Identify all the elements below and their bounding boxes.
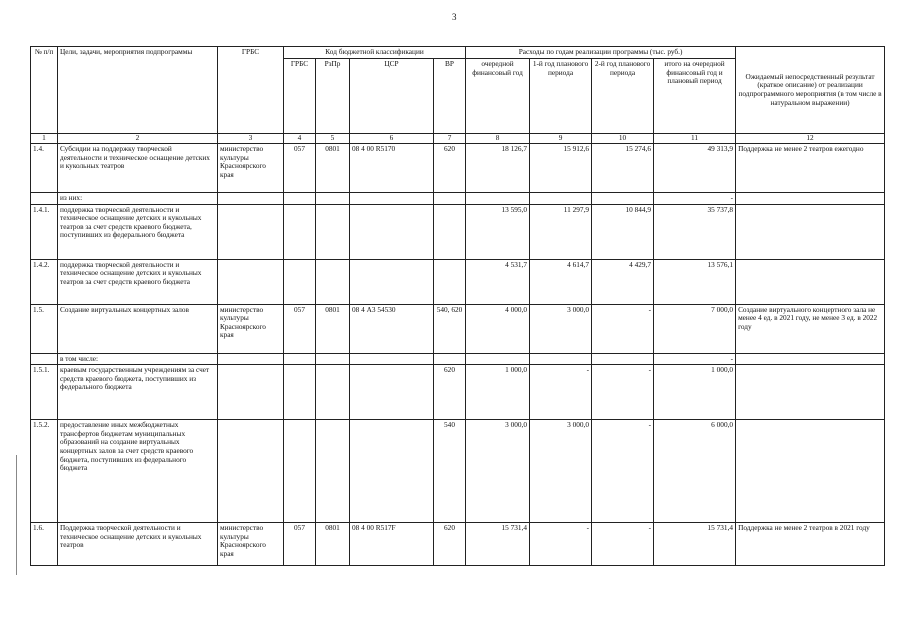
row-first-year [530, 193, 592, 205]
row-total: 35 737,8 [654, 204, 736, 259]
row-grbs: министерство культуры Красноярского края [218, 523, 284, 566]
row-grbs [218, 259, 284, 304]
row-grbs-code [284, 365, 316, 420]
row-number: 1.4.2. [31, 259, 58, 304]
header-total: итого на очередной финансовый год и плановый период [654, 59, 736, 134]
header-expenses: Расходы по годам реализации программы (тыс. руб.) [466, 47, 736, 59]
row-total: 15 731,4 [654, 523, 736, 566]
col-number: 1 [31, 134, 58, 144]
row-name: краевым государственным учреждениям за счет средств краевого бюджета, поступивших из федерального бюджета [58, 365, 218, 420]
row-grbs-code: 057 [284, 304, 316, 353]
row-number: 1.6. [31, 523, 58, 566]
row-result [736, 353, 885, 365]
col-number: 11 [654, 134, 736, 144]
row-grbs-code [284, 259, 316, 304]
row-rzpr: 0801 [316, 304, 350, 353]
row-csr [350, 259, 434, 304]
row-rzpr: 0801 [316, 523, 350, 566]
row-result: Поддержка не менее 2 театров ежегодно [736, 144, 885, 193]
header-vr: ВР [434, 59, 466, 134]
header-grbs-code: ГРБС [284, 59, 316, 134]
table-row [31, 365, 885, 420]
row-current-year: 4 531,7 [466, 259, 530, 304]
row-number [31, 353, 58, 365]
table-row [31, 353, 885, 365]
table-row [31, 204, 885, 259]
row-total: 7 000,0 [654, 304, 736, 353]
row-vr [434, 259, 466, 304]
col-number: 12 [736, 134, 885, 144]
header-rzpr: РзПр [316, 59, 350, 134]
row-number: 1.5.2. [31, 420, 58, 523]
row-second-year: 15 274,6 [592, 144, 654, 193]
row-number [31, 193, 58, 205]
row-second-year: - [592, 365, 654, 420]
row-name: предоставление иных межбюджетных трансфертов бюджетам муниципальных образований на создание виртуальных концертных залов за счет средств краевого бюджета, поступивших из федерального бюджета [58, 420, 218, 523]
row-rzpr [316, 420, 350, 523]
row-grbs [218, 420, 284, 523]
row-result [736, 204, 885, 259]
header-no: № п/п [31, 47, 58, 134]
row-current-year [466, 353, 530, 365]
col-number: 4 [284, 134, 316, 144]
page-number: 3 [452, 12, 457, 22]
row-rzpr [316, 259, 350, 304]
program-table [30, 46, 885, 566]
row-result: Поддержка не менее 2 театров в 2021 году [736, 523, 885, 566]
row-number: 1.4. [31, 144, 58, 193]
row-rzpr: 0801 [316, 144, 350, 193]
row-current-year: 3 000,0 [466, 420, 530, 523]
col-number: 8 [466, 134, 530, 144]
row-vr [434, 193, 466, 205]
row-rzpr [316, 365, 350, 420]
row-total: 1 000,0 [654, 365, 736, 420]
col-number: 3 [218, 134, 284, 144]
col-number: 6 [350, 134, 434, 144]
row-vr: 620 [434, 144, 466, 193]
table-row [31, 523, 885, 566]
row-first-year: 3 000,0 [530, 304, 592, 353]
row-total: 13 576,1 [654, 259, 736, 304]
col-number: 10 [592, 134, 654, 144]
row-name: из них: [58, 193, 218, 205]
row-rzpr [316, 193, 350, 205]
row-csr [350, 193, 434, 205]
row-number: 1.5.1. [31, 365, 58, 420]
header-grbs: ГРБС [218, 47, 284, 134]
row-grbs-code [284, 420, 316, 523]
row-current-year [466, 193, 530, 205]
row-grbs-code: 057 [284, 144, 316, 193]
header-current-year: очередной финансовый год [466, 59, 530, 134]
row-csr: 08 4 А3 54530 [350, 304, 434, 353]
row-current-year: 15 731,4 [466, 523, 530, 566]
row-grbs [218, 365, 284, 420]
row-total: 49 313,9 [654, 144, 736, 193]
row-grbs: министерство культуры Красноярского края [218, 304, 284, 353]
col-number: 5 [316, 134, 350, 144]
row-name: Субсидии на поддержку творческой деятельности и техническое оснащение детских и кукольных театров [58, 144, 218, 193]
row-grbs [218, 204, 284, 259]
header-first-year: 1-й год планового периода [530, 59, 592, 134]
row-current-year: 1 000,0 [466, 365, 530, 420]
row-first-year: 4 614,7 [530, 259, 592, 304]
row-first-year: - [530, 365, 592, 420]
row-result [736, 193, 885, 205]
row-total: - [654, 193, 736, 205]
row-csr [350, 365, 434, 420]
row-second-year: 10 844,9 [592, 204, 654, 259]
row-second-year [592, 193, 654, 205]
row-rzpr [316, 353, 350, 365]
row-grbs-code [284, 353, 316, 365]
header-second-year: 2-й год планового периода [592, 59, 654, 134]
col-number: 2 [58, 134, 218, 144]
row-current-year: 18 126,7 [466, 144, 530, 193]
row-first-year: 11 297,9 [530, 204, 592, 259]
row-result [736, 365, 885, 420]
col-number: 9 [530, 134, 592, 144]
row-name: поддержка творческой деятельности и техническое оснащение детских и кукольных театров за счет средств краевого бюджета, поступивших из федерального бюджета [58, 204, 218, 259]
column-number-row [31, 134, 885, 144]
row-number: 1.4.1. [31, 204, 58, 259]
row-vr: 620 [434, 365, 466, 420]
row-vr [434, 204, 466, 259]
row-second-year: 4 429,7 [592, 259, 654, 304]
row-result [736, 420, 885, 523]
row-name: Поддержка творческой деятельности и техническое оснащение детских и кукольных театров [58, 523, 218, 566]
row-grbs-code: 057 [284, 523, 316, 566]
row-name: в том числе: [58, 353, 218, 365]
table-row [31, 420, 885, 523]
table-row [31, 193, 885, 205]
header-budget-code: Код бюджетной классификации [284, 47, 466, 59]
row-vr: 540, 620 [434, 304, 466, 353]
row-grbs [218, 353, 284, 365]
row-name: Создание виртуальных концертных залов [58, 304, 218, 353]
row-rzpr [316, 204, 350, 259]
row-first-year [530, 353, 592, 365]
row-csr [350, 420, 434, 523]
row-vr [434, 353, 466, 365]
row-second-year [592, 353, 654, 365]
row-vr: 540 [434, 420, 466, 523]
header-row-1 [31, 47, 885, 59]
row-csr: 08 4 00 R5170 [350, 144, 434, 193]
row-grbs [218, 193, 284, 205]
row-grbs-code [284, 204, 316, 259]
table-row [31, 304, 885, 353]
row-grbs-code [284, 193, 316, 205]
row-number: 1.5. [31, 304, 58, 353]
row-second-year: - [592, 523, 654, 566]
header-csr: ЦСР [350, 59, 434, 134]
row-current-year: 13 595,0 [466, 204, 530, 259]
table-row [31, 144, 885, 193]
row-second-year: - [592, 420, 654, 523]
row-name: поддержка творческой деятельности и техническое оснащение детских и кукольных театров за счет средств краевого бюджета [58, 259, 218, 304]
row-first-year: - [530, 523, 592, 566]
header-goals: Цели, задачи, мероприятия подпрограммы [58, 47, 218, 134]
col-number: 7 [434, 134, 466, 144]
row-first-year: 15 912,6 [530, 144, 592, 193]
header-result: Ожидаемый непосредственный результат (краткое описание) от реализации подпрограммного мероприятия (в том числе в натуральном выражении) [736, 47, 885, 134]
row-grbs: министерство культуры Красноярского края [218, 144, 284, 193]
table-row [31, 259, 885, 304]
row-total: - [654, 353, 736, 365]
row-csr: 08 4 00 R517F [350, 523, 434, 566]
margin-line [16, 455, 17, 575]
row-result [736, 259, 885, 304]
row-csr [350, 353, 434, 365]
row-vr: 620 [434, 523, 466, 566]
row-result: Создание виртуального концертного зала не менее 4 ед. в 2021 году, не менее 3 ед. в 2022 году [736, 304, 885, 353]
row-csr [350, 204, 434, 259]
row-first-year: 3 000,0 [530, 420, 592, 523]
row-second-year: - [592, 304, 654, 353]
row-current-year: 4 000,0 [466, 304, 530, 353]
row-total: 6 000,0 [654, 420, 736, 523]
